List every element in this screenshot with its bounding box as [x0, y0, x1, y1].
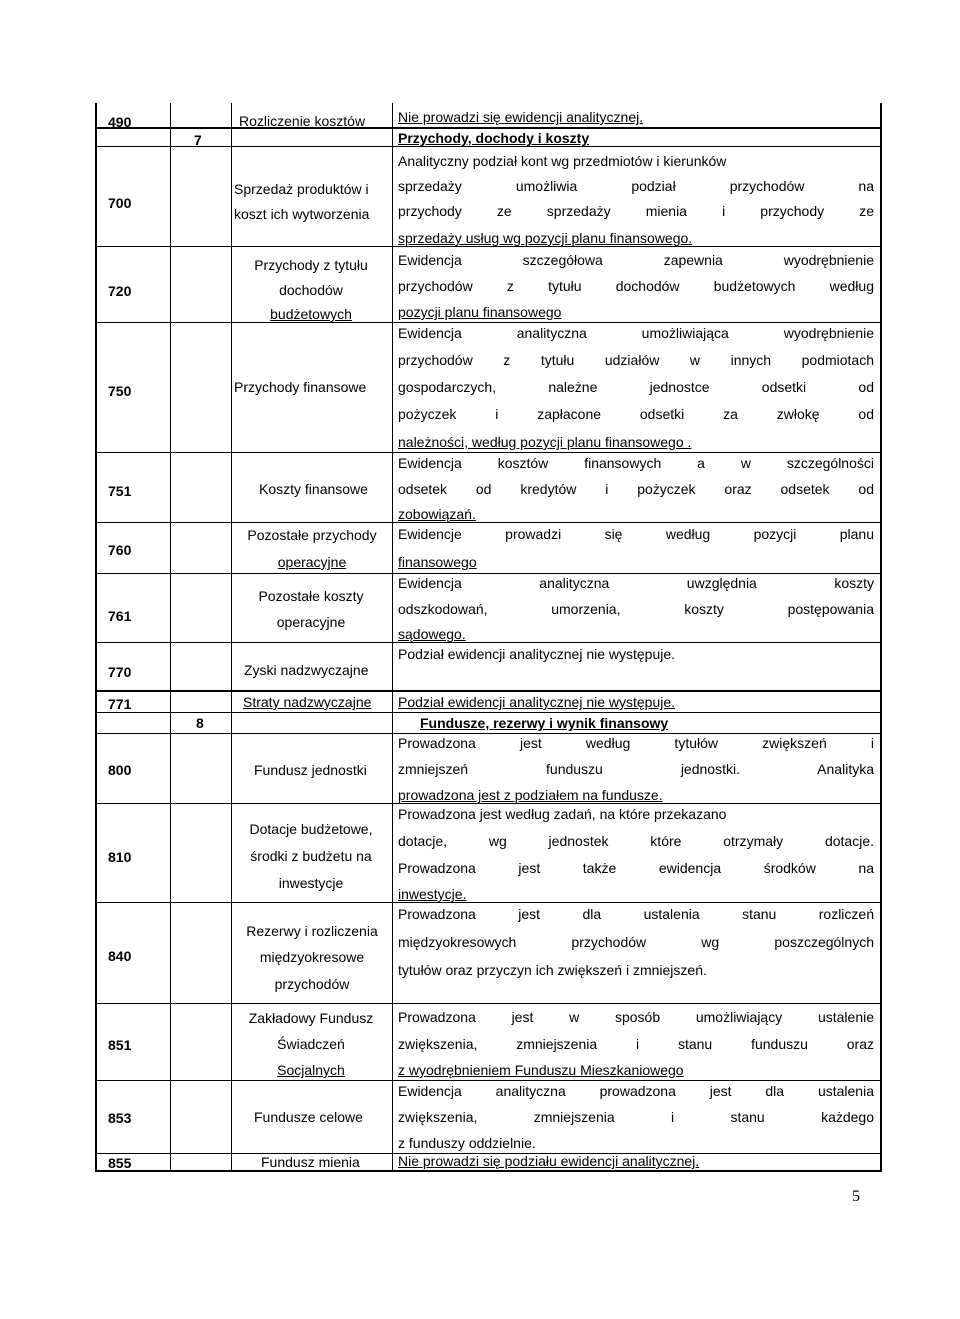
account-description: międzyokresowych przychodów wg poszczególnych — [398, 934, 874, 950]
account-name: przychodów — [274, 976, 350, 992]
account-code: 800 — [108, 762, 132, 778]
account-name: Przychody z tytułu — [254, 257, 368, 273]
group-number: 7 — [194, 132, 202, 148]
account-name: międzyokresowe — [259, 949, 365, 965]
account-name: operacyjne — [277, 554, 347, 570]
group-title: Fundusze, rezerwy i wynik finansowy — [420, 715, 669, 731]
account-name: Zyski nadzwyczajne — [244, 662, 369, 678]
account-description: sprzedaży usług wg pozycji planu finansowego. — [398, 230, 693, 246]
account-code: 750 — [108, 383, 132, 399]
account-description: odszkodowań, umorzenia, koszty postępowania — [398, 601, 874, 617]
account-description: Podział ewidencji analitycznej nie występuje. — [398, 694, 676, 710]
account-name: Fundusze celowe — [254, 1109, 363, 1125]
account-description: sprzedaży umożliwia podział przychodów na — [398, 178, 874, 194]
account-name: Rozliczenie kosztów — [239, 113, 366, 129]
account-description: Prowadzona jest według zadań, na które przekazano — [398, 806, 727, 822]
column-rule — [231, 103, 232, 1171]
account-name: Rezerwy i rozliczenia — [246, 923, 378, 939]
account-description: Analityczny podział kont wg przedmiotów i kierunków — [398, 153, 727, 169]
account-description: Prowadzona jest dla ustalenia stanu rozliczeń — [398, 906, 874, 922]
row-rule — [95, 322, 882, 323]
column-rule — [392, 103, 393, 1171]
account-description: Nie prowadzi się podziału ewidencji analitycznej. — [398, 1153, 700, 1169]
page-number: 5 — [852, 1188, 860, 1205]
row-rule — [95, 1080, 882, 1081]
column-rule — [95, 103, 97, 1172]
row-rule — [95, 1003, 882, 1004]
account-name: budżetowych — [270, 306, 352, 322]
account-description: z funduszy oddzielnie. — [398, 1135, 536, 1151]
account-name: Fundusz mienia — [261, 1154, 360, 1170]
column-rule — [880, 103, 882, 1172]
account-name: środki z budżetu na — [250, 848, 372, 864]
account-description: Ewidencja analityczna prowadzona jest dla ustalenia — [398, 1083, 874, 1099]
account-description: Prowadzona jest w sposób umożliwiający ustalenie — [398, 1009, 874, 1025]
account-name: Zakładowy Fundusz — [248, 1010, 374, 1026]
account-code: 760 — [108, 542, 132, 558]
account-code: 761 — [108, 608, 132, 624]
row-rule — [95, 146, 882, 147]
row-rule — [95, 1170, 882, 1172]
account-name: Pozostałe przychody — [247, 527, 377, 543]
account-description: Prowadzona jest według tytułów zwiększeń i — [398, 735, 874, 751]
account-name: Przychody finansowe — [234, 379, 367, 395]
account-description: gospodarczych, należne jednostce odsetki od — [398, 379, 874, 395]
account-description: Ewidencja analityczna umożliwiająca wyodrębnienie — [398, 325, 874, 341]
row-rule — [95, 803, 882, 804]
account-description: przychodów z tytułu udziałów w innych podmiotach — [398, 352, 874, 368]
account-name: Fundusz jednostki — [254, 762, 367, 778]
account-description: z wyodrębnieniem Funduszu Mieszkaniowego — [398, 1062, 684, 1078]
row-rule — [95, 733, 882, 734]
row-rule — [95, 690, 882, 692]
row-rule — [95, 712, 882, 713]
row-rule — [95, 522, 882, 523]
account-name: Pozostałe koszty — [258, 588, 364, 604]
column-rule — [170, 103, 171, 1171]
group-number: 8 — [196, 715, 204, 731]
account-name: dochodów — [279, 282, 343, 298]
account-code: 720 — [108, 283, 132, 299]
account-name: Świadczeń — [277, 1036, 345, 1052]
account-description: pożyczek i zapłacone odsetki za zwłokę od — [398, 406, 874, 422]
account-description: zwiększenia, zmniejszenia i stanu funduszu oraz — [398, 1036, 874, 1052]
account-description: inwestycje. — [398, 886, 467, 902]
account-description: dotacje, wg jednostek które otrzymały dotacje. — [398, 833, 874, 849]
account-code: 751 — [108, 483, 132, 499]
account-description: Ewidencja analityczna uwzględnia koszty — [398, 575, 874, 591]
account-name: Straty nadzwyczajne — [243, 694, 372, 710]
account-name: Koszty finansowe — [259, 481, 368, 497]
account-description: Ewidencja szczegółowa zapewnia wyodrębnienie — [398, 252, 874, 268]
account-description: finansowego — [398, 554, 477, 570]
account-description: Nie prowadzi się ewidencji analitycznej. — [398, 109, 644, 125]
account-code: 853 — [108, 1110, 132, 1126]
account-name: operacyjne — [276, 614, 346, 630]
account-description: przychody ze sprzedaży mienia i przychody ze — [398, 203, 874, 219]
account-description: zmniejszeń funduszu jednostki. Analityka — [398, 761, 874, 777]
account-code: 810 — [108, 849, 132, 865]
account-name: koszt ich wytworzenia — [234, 206, 370, 222]
account-code: 840 — [108, 948, 132, 964]
account-code: 851 — [108, 1037, 132, 1053]
account-name: inwestycje — [278, 875, 344, 891]
account-description: Ewidencja kosztów finansowych a w szczególności — [398, 455, 874, 471]
row-rule — [95, 246, 882, 247]
row-rule — [95, 902, 882, 903]
account-name: Socjalnych — [277, 1062, 345, 1078]
account-description: przychodów z tytułu dochodów budżetowych według — [398, 278, 874, 294]
account-code: 700 — [108, 195, 132, 211]
row-rule — [95, 452, 882, 453]
row-rule — [95, 127, 882, 129]
account-description: sądowego. — [398, 626, 466, 642]
account-description: zwiększenia, zmniejszenia i stanu każdego — [398, 1109, 874, 1125]
account-description: pozycji planu finansowego — [398, 304, 562, 320]
account-description: odsetek od kredytów i pożyczek oraz odsetek od — [398, 481, 874, 497]
account-description: tytułów oraz przyczyn ich zwiększeń i zmniejszeń. — [398, 962, 707, 978]
account-code: 855 — [108, 1155, 132, 1171]
account-description: Ewidencje prowadzi się według pozycji planu — [398, 526, 874, 542]
account-code: 490 — [108, 114, 132, 130]
account-code: 771 — [108, 696, 132, 712]
account-description: należności, według pozycji planu finansowego . — [398, 434, 692, 450]
row-rule — [95, 642, 882, 643]
account-description: prowadzona jest z podziałem na fundusze. — [398, 787, 663, 803]
account-description: Podział ewidencji analitycznej nie występuje. — [398, 646, 676, 662]
account-description: zobowiązań. — [398, 506, 476, 522]
account-name: Dotacje budżetowe, — [249, 821, 373, 837]
account-name: Sprzedaż produktów i — [234, 181, 369, 197]
row-rule — [95, 573, 882, 574]
group-title: Przychody, dochody i koszty — [398, 130, 590, 146]
account-code: 770 — [108, 664, 132, 680]
account-description: Prowadzona jest także ewidencja środków na — [398, 860, 874, 876]
